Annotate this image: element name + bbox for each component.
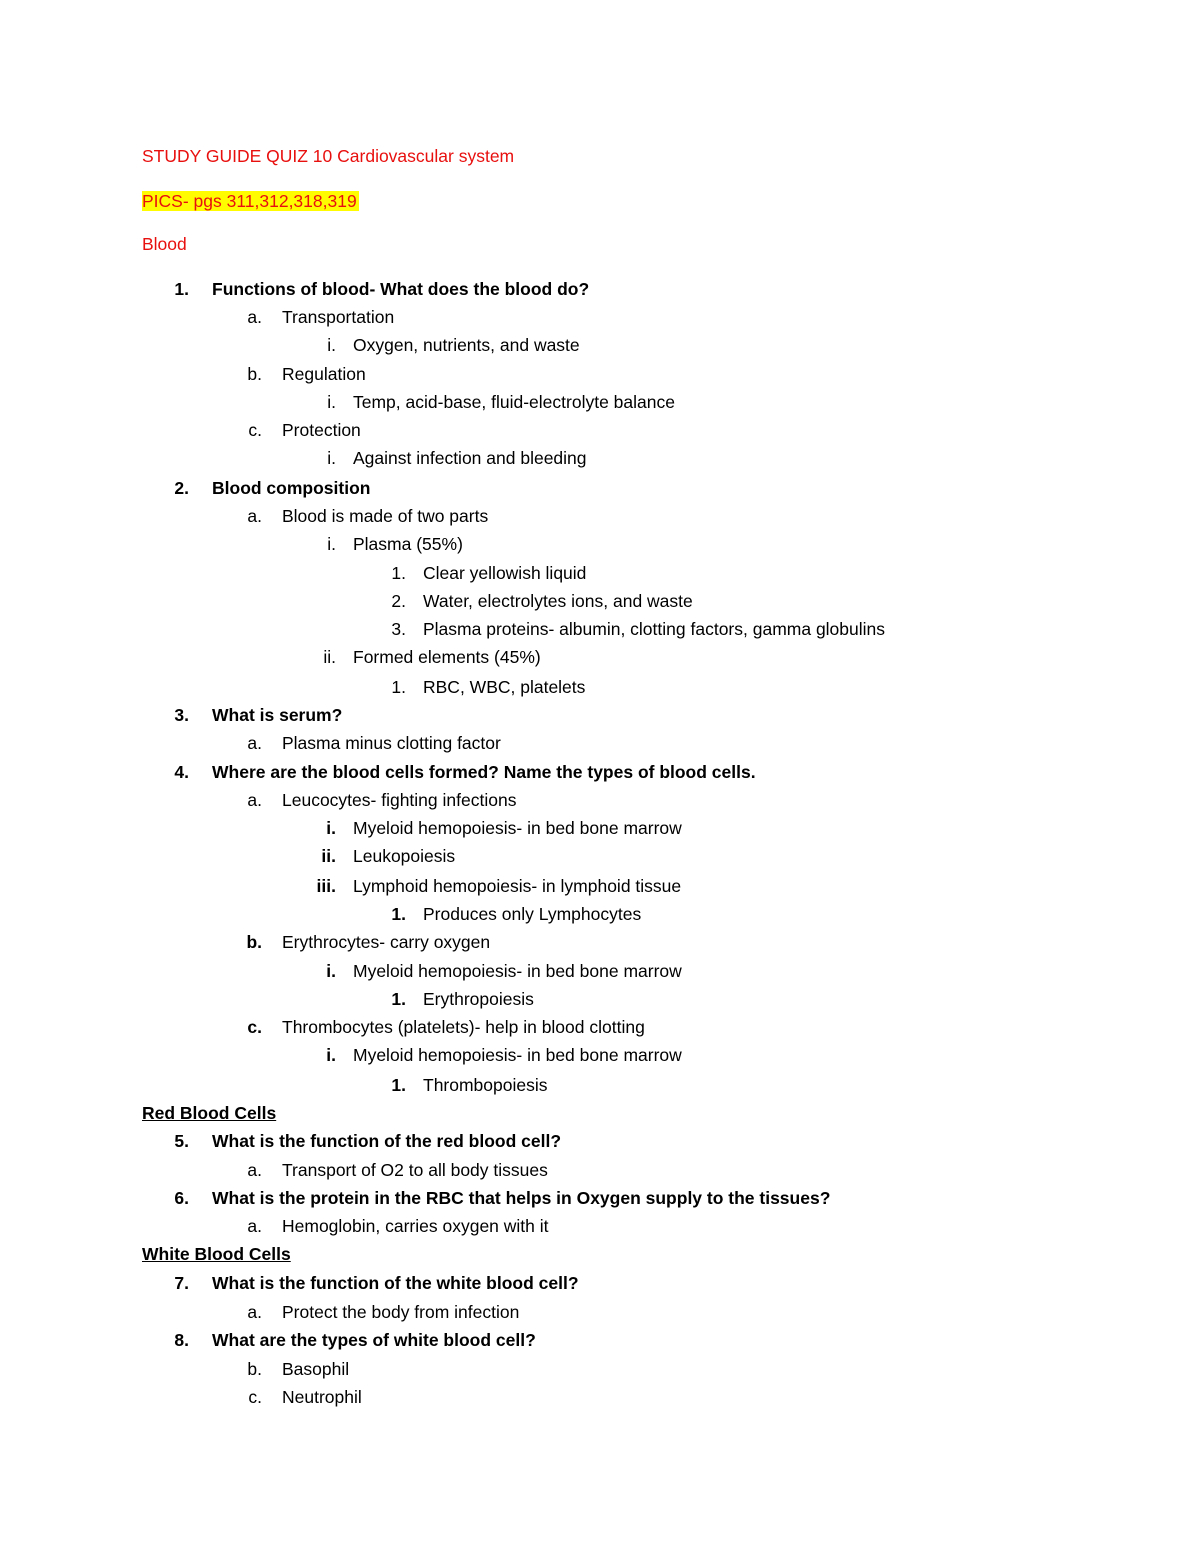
document-page: STUDY GUIDE QUIZ 10 Cardiovascular system PICS- pgs 311,312,318,319 Blood 1. Functions of blood- What does the blood do? a. Transportation i. Oxygen, nutrients, and waste b. Regulation i. Temp, acid-base, fluid-electrolyte balance c. Protection i. Against infection and bleeding 2. Blood composition a. Blood is made of two parts i. Plasma (55%) 1. Clear yellowish liquid 2. Water, electrolytes ions, and waste 3. Plasma proteins- albumin, clotting factors, gamma globulins ii. Formed elements (45%) 1. RBC, WBC, platelets 3. What is serum? a. Plasma minus clotting factor 4. Where are the blood cells formed? Name the types of blood cells. a. Leucocytes- fighting infections i. Myeloid hemopoiesis- in bed bone marrow ii. Leukopoiesis iii. Lymphoid hemopoiesis- in lymphoid tissue 1. Produces only Lymphocytes b. Erythrocytes- carry oxygen i. Myeloid hemopoiesis- in bed bone marrow 1. Erythropoiesis c. Thrombocytes (platelets)- help in blood clotting i. Myeloid hemopoiesis- in bed bone marrow 1. Thrombopoiesis Red Blood Cells 5. What is the function of the red blood cell? a. Transport of O2 to all body tissues 6. What is the protein in the RBC that helps in Oxygen supply to the tissues? a. Hemoglobin, carries oxygen with it White Blood Cells 7. What is the function of the white blood cell? a. Protect the body from infection 8. What are the types of white blood cell? b. Basophil c. Neutrophil (142, 146, 886, 1407)
section-heading-blood: Blood (142, 234, 187, 254)
doc-title: STUDY GUIDE QUIZ 10 Cardiovascular system (142, 146, 515, 166)
pics-highlight: PICS- pgs 311,312,318,319 (142, 191, 357, 211)
section-heading-rbc: Red Blood Cells (142, 1103, 277, 1123)
pics-reference (142, 190, 359, 212)
section-heading-wbc: White Blood Cells (142, 1244, 291, 1264)
